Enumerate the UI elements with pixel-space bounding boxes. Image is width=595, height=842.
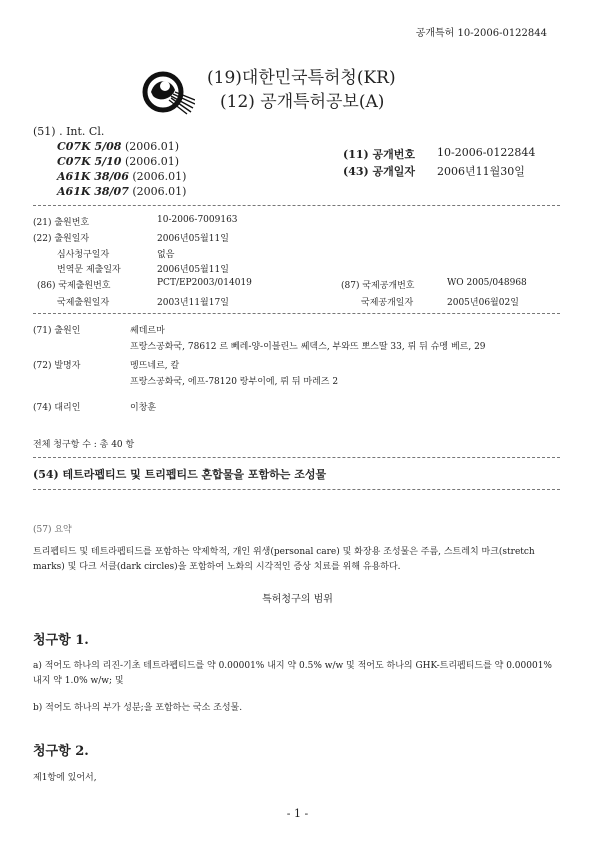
intl-app-date-label: 국제출원일자	[57, 298, 110, 308]
app-date: 2006년05월11일	[157, 234, 229, 244]
top-document-number: 공개특허 10-2006-0122844	[415, 28, 547, 39]
translation-date: 2006년05월11일	[157, 265, 229, 275]
intl-app-no-label: (86) 국제출원번호	[37, 281, 111, 291]
claims-heading: 특허청구의 범위	[262, 594, 333, 605]
applicant-address: 프랑스공화국, 78612 르 뻬레-양-이블린느 쎄덱스, 부와뜨 뽀스딸 33, 뤼 뒤 슈멩 베르, 29	[130, 342, 486, 352]
publication-number: 10-2006-0122844	[437, 146, 536, 159]
publication-number-label: (11) 공개번호	[343, 148, 416, 161]
claim-2-text: 제1항에 있어서,	[33, 773, 97, 783]
intl-app-no: PCT/EP2003/014019	[157, 278, 252, 288]
abstract-label: (57) 요약	[33, 525, 72, 535]
issuing-office: (19)대한민국특허청(KR)	[207, 68, 396, 88]
intl-pub-no-label: (87) 국제공개번호	[341, 281, 415, 291]
intl-pub-no: WO 2005/048968	[447, 278, 527, 288]
claim-1-part-a: a) 적어도 하나의 리진-기초 테트라펩티드를 약 0.00001% 내지 약 0.5% w/w 및 적어도 하나의 GHK-트리펩티드를 약 0.00001% 내지 약 1.0% w/w; 및	[33, 661, 552, 686]
document-type: (12) 공개특허공보(A)	[220, 92, 385, 112]
inventor-name: 멩뜨네르, 칼	[130, 361, 180, 371]
divider	[33, 205, 560, 206]
applicant-name: 쎄데르마	[130, 326, 165, 336]
inventor-label: (72) 발명자	[33, 361, 81, 371]
claim-2-title: 청구항 2.	[33, 744, 89, 759]
intl-pub-date: 2005년06월02일	[447, 298, 519, 308]
kipo-logo-icon	[141, 68, 195, 116]
claim-1-title: 청구항 1.	[33, 633, 89, 648]
ipc-code-3: A61K 38/06 (2006.01)	[57, 170, 187, 183]
ipc-code-2: C07K 5/10 (2006.01)	[57, 155, 180, 168]
app-no: 10-2006-7009163	[157, 215, 238, 225]
exam-request-label: 심사청구일자	[57, 250, 110, 260]
publication-date: 2006년11월30일	[437, 165, 525, 178]
ipc-label: (51) . Int. Cl.	[33, 125, 105, 138]
agent-label: (74) 대리인	[33, 403, 81, 413]
app-date-label: (22) 출원일자	[33, 234, 90, 244]
page-number: - 1 -	[286, 807, 309, 820]
divider	[33, 489, 560, 490]
publication-date-label: (43) 공개일자	[343, 165, 416, 178]
claim-1-part-b: b) 적어도 하나의 부가 성분;을 포함하는 국소 조성물.	[33, 703, 243, 713]
applicant-label: (71) 출원인	[33, 326, 81, 336]
ipc-code-4: A61K 38/07 (2006.01)	[57, 185, 187, 198]
divider	[33, 313, 560, 314]
translation-date-label: 번역문 제출일자	[57, 265, 121, 275]
claims-count: 전체 청구항 수 : 총 40 항	[33, 440, 135, 450]
intl-app-date: 2003년11월17일	[157, 298, 229, 308]
ipc-code-1: C07K 5/08 (2006.01)	[57, 140, 180, 153]
app-no-label: (21) 출원번호	[33, 218, 90, 228]
intl-pub-date-label: 국제공개일자	[361, 298, 414, 308]
agent-name: 이창훈	[130, 403, 157, 413]
exam-request: 없음	[157, 250, 175, 260]
divider	[33, 457, 560, 458]
inventor-address: 프랑스공화국, 에프-78120 랑부이에, 뤼 뒤 마레즈 2	[130, 377, 339, 387]
abstract-text: 트리펩티드 및 테트라펩티드를 포함하는 약제학적, 개인 위생(personal care) 및 화장용 조성물은 주름, 스트레치 마크(stretch marks) 및 다크 서클(dark circles)을 포함하여 노화의 시각적인 증상 치료를 위해 유용하다.	[33, 547, 535, 572]
invention-title: (54) 테트라펩티드 및 트리펩티드 혼합물을 포함하는 조성물	[33, 468, 327, 481]
